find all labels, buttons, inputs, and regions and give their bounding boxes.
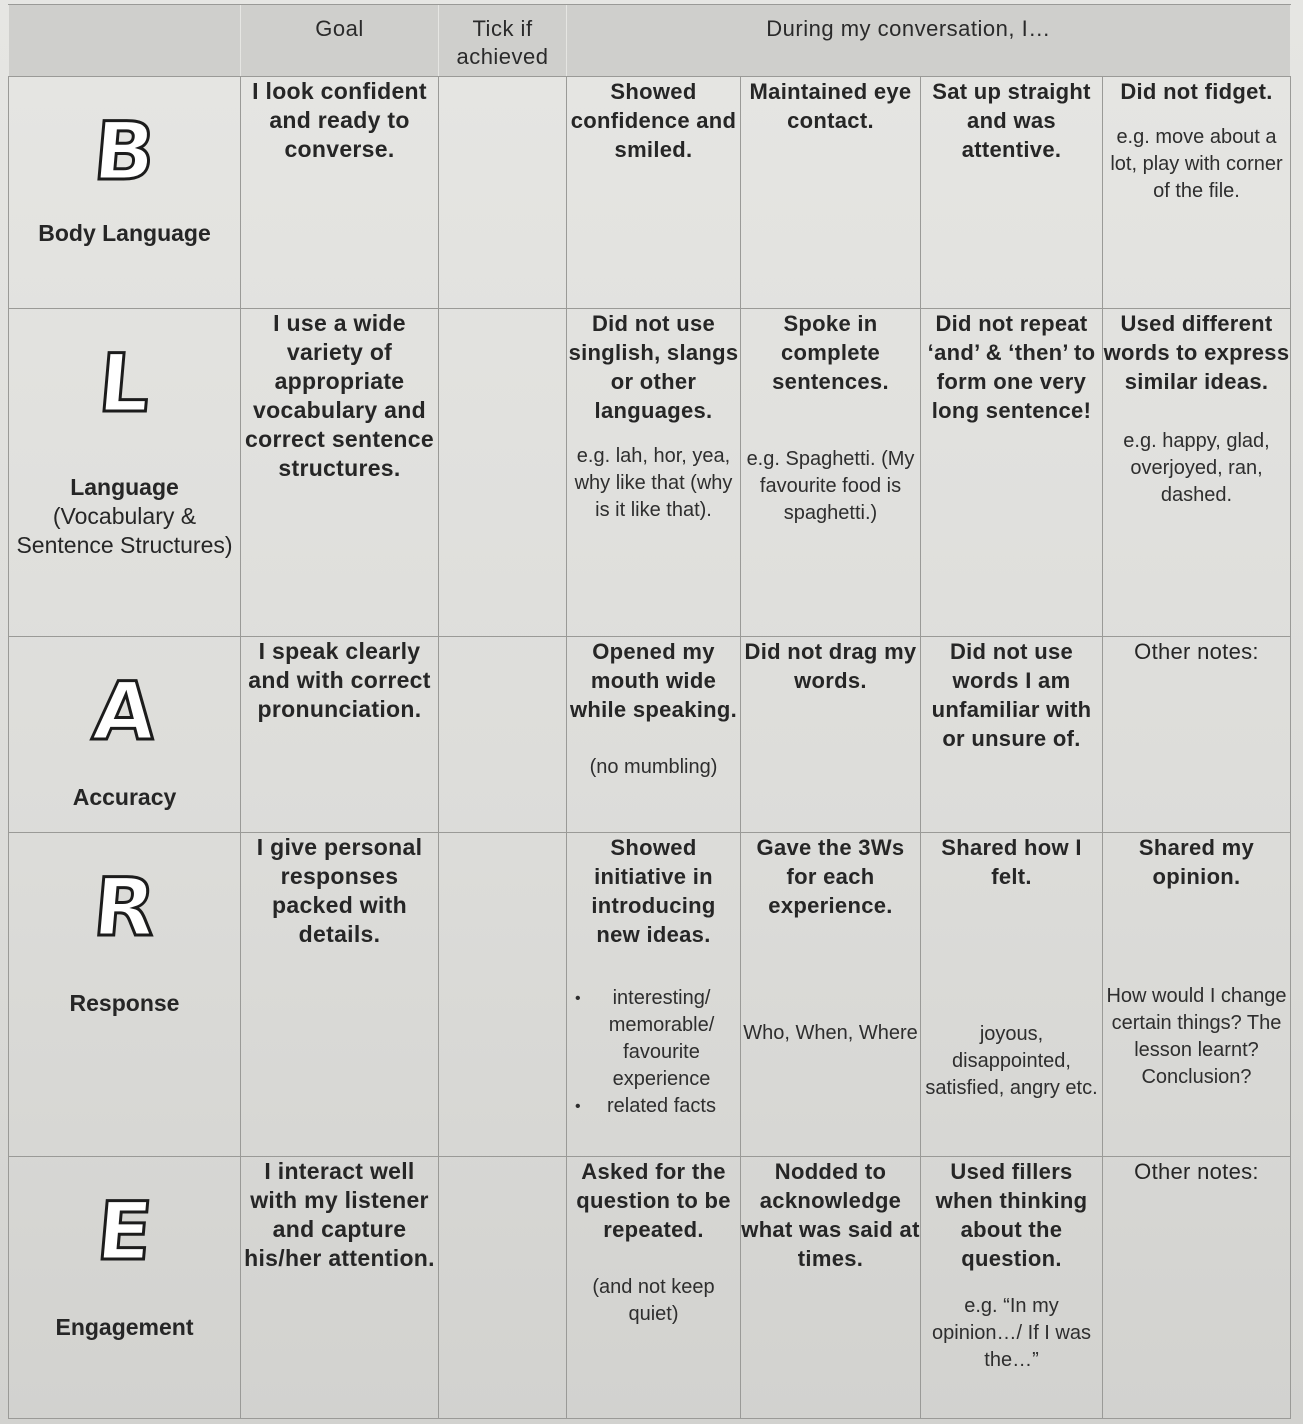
criterion-text: Gave the 3Ws for each experience. — [756, 835, 905, 918]
goal-cell: I use a wide variety of appropriate vocabulary and correct sentence structures. — [241, 309, 439, 637]
criterion-cell — [741, 833, 921, 1157]
category-subtitle: (Vocabulary & Sentence Structures) — [16, 503, 233, 558]
criterion-text: Shared how I felt. — [941, 835, 1082, 889]
category-cell — [9, 77, 241, 309]
criterion-example: (no mumbling) — [589, 756, 718, 778]
tick-cell[interactable] — [439, 833, 567, 1157]
criterion-text: Showed confidence and smiled. — [570, 79, 737, 162]
criterion-text: Nodded to acknowledge what was said at times. — [741, 1159, 920, 1271]
criterion-cell — [921, 77, 1103, 309]
category-name: Engagement — [55, 1314, 194, 1340]
criterion-cell — [921, 637, 1103, 833]
criterion-cell — [921, 309, 1103, 637]
criterion-text: Used fillers when thinking about the question. — [935, 1159, 1088, 1271]
goal-cell: I give personal responses packed with details. — [241, 833, 439, 1157]
criterion-cell — [1103, 309, 1291, 637]
criterion-text: Did not use singlish, slangs or other languages. — [568, 311, 739, 423]
goal-cell: I speak clearly and with correct pronunciation. — [241, 637, 439, 833]
header-during-text: During my conversation, I… — [766, 16, 1051, 41]
criterion-cell — [1103, 833, 1291, 1157]
row-language — [9, 309, 1291, 637]
criterion-cell — [567, 309, 741, 637]
criterion-text: Asked for the question to be repeated. — [576, 1159, 731, 1242]
criterion-text: Maintained eye contact. — [749, 79, 912, 133]
criterion-example: e.g. happy, glad, overjoyed, ran, dashed. — [1123, 430, 1270, 506]
blare-rubric-table — [8, 4, 1291, 1419]
tick-cell[interactable] — [439, 637, 567, 833]
header-blank — [9, 5, 241, 77]
criterion-cell — [741, 637, 921, 833]
criterion-text: Used different words to express similar ideas. — [1103, 311, 1290, 394]
criterion-cell — [1103, 77, 1291, 309]
row-accuracy — [9, 637, 1291, 833]
criterion-text: Spoke in complete sentences. — [772, 311, 889, 394]
category-cell — [9, 833, 241, 1157]
category-letter: A — [89, 665, 160, 758]
criterion-cell — [567, 833, 741, 1157]
category-name: Language — [70, 474, 179, 500]
criterion-text: Other notes: — [1134, 639, 1259, 664]
header-goal: Goal — [241, 5, 439, 77]
criterion-cell — [921, 833, 1103, 1157]
criterion-example: (and not keep quiet) — [592, 1276, 715, 1325]
criterion-cell — [567, 77, 741, 309]
criterion-cell — [741, 309, 921, 637]
category-cell — [9, 637, 241, 833]
criterion-cell — [1103, 1157, 1291, 1419]
header-tick: Tick if achieved — [439, 5, 567, 77]
category-name: Response — [69, 990, 180, 1016]
criterion-cell — [921, 1157, 1103, 1419]
category-letter: B — [89, 105, 160, 198]
list-item: • related facts — [583, 1093, 740, 1120]
tick-cell[interactable] — [439, 77, 567, 309]
criterion-text: Did not use words I am unfamiliar with or unsure of. — [931, 639, 1092, 751]
goal-cell: I look confident and ready to converse. — [241, 77, 439, 309]
category-letter: E — [93, 1185, 156, 1278]
criterion-cell — [741, 1157, 921, 1419]
tick-cell[interactable] — [439, 1157, 567, 1419]
category-cell — [9, 309, 241, 637]
criterion-example: joyous, disappointed, satisfied, angry etc. — [925, 1023, 1098, 1099]
row-body-language — [9, 77, 1291, 309]
criterion-example: How would I change certain things? The lesson learnt? Conclusion? — [1106, 985, 1287, 1088]
criterion-text: Showed initiative in introducing new ideas. — [591, 835, 716, 947]
criterion-text: Did not drag my words. — [744, 639, 917, 693]
list-item: • interesting/ memorable/ favourite experience — [583, 985, 740, 1093]
criterion-text: Opened my mouth wide while speaking. — [569, 639, 738, 722]
category-letter: L — [94, 337, 155, 430]
row-engagement — [9, 1157, 1291, 1419]
criterion-example: e.g. move about a lot, play with corner of the file. — [1110, 126, 1283, 202]
category-letter: R — [89, 861, 160, 954]
header-during — [567, 5, 1291, 77]
criterion-cell — [741, 77, 921, 309]
row-response — [9, 833, 1291, 1157]
criterion-text: Did not repeat ‘and’ & ‘then’ to form one very long sentence! — [927, 311, 1096, 423]
criterion-example: e.g. lah, hor, yea, why like that (why is it like that). — [574, 445, 733, 521]
goal-cell: I interact well with my listener and capture his/her attention. — [241, 1157, 439, 1419]
tick-cell[interactable] — [439, 309, 567, 637]
criterion-text: Other notes: — [1134, 1159, 1259, 1184]
category-cell — [9, 1157, 241, 1419]
criterion-example: e.g. “In my opinion…/ If I was the…” — [932, 1295, 1091, 1371]
criterion-text: Did not fidget. — [1120, 79, 1273, 104]
criterion-cell — [567, 637, 741, 833]
criterion-example: Who, When, Where — [743, 1022, 918, 1044]
criterion-example-list — [567, 985, 740, 1120]
criterion-text: Shared my opinion. — [1138, 835, 1255, 889]
category-name: Accuracy — [72, 784, 177, 810]
category-name: Body Language — [38, 220, 211, 246]
criterion-cell — [1103, 637, 1291, 833]
criterion-text: Sat up straight and was attentive. — [932, 79, 1091, 162]
criterion-example: e.g. Spaghetti. (My favourite food is spaghetti.) — [746, 448, 915, 524]
header-row — [9, 5, 1291, 77]
criterion-cell — [567, 1157, 741, 1419]
